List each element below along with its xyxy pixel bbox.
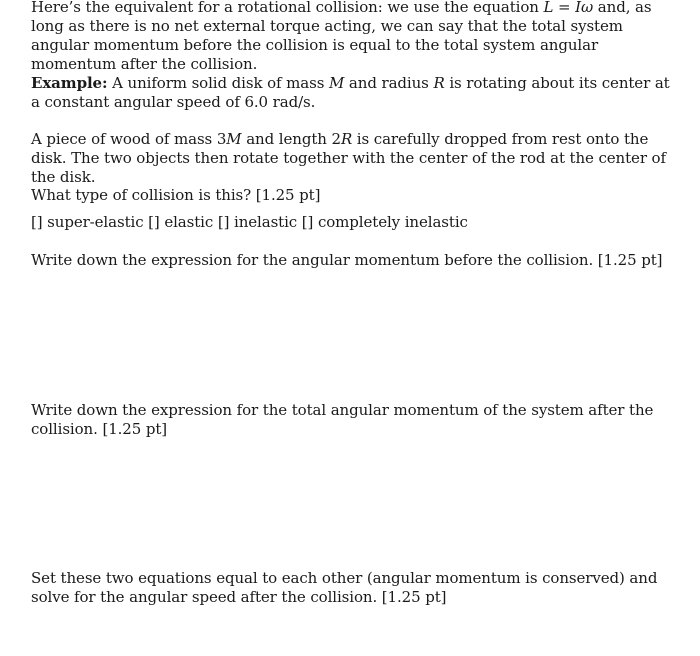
mass-variable: M	[329, 74, 345, 92]
angular-momentum-equation: L = Iω	[543, 0, 594, 16]
example-text-2: and radius	[344, 74, 434, 92]
intro-paragraph	[31, 0, 671, 74]
example-text-3: is rotating about its center at a constant angular speed of 6.0 rad/s.	[31, 74, 670, 111]
example-label: Example:	[31, 74, 108, 92]
radius-variable: R	[433, 74, 445, 92]
question-collision-type: What type of collision is this? [1.25 pt]	[31, 186, 321, 204]
wood-text-1: A piece of wood of mass 3	[31, 130, 227, 148]
collision-options: [] super-elastic [] elastic [] inelastic [] completely inelastic	[31, 213, 468, 231]
question-momentum-after: Write down the expression for the total angular momentum of the system after the collision. [1.25 pt]	[31, 401, 654, 438]
wood-length-variable: R	[340, 130, 353, 148]
wood-text-2: and length 2	[241, 130, 341, 148]
example-text-1: A uniform solid disk of mass	[107, 74, 329, 92]
intro-text-2: and, as long as there is no net external torque acting, we can say that the total system angular momentum before the collision is equal to the total system angular momentum after the collision.	[31, 0, 652, 73]
example-paragraph	[31, 74, 671, 112]
intro-text-1: Here’s the equivalent for a rotational collision: we use the equation	[31, 0, 544, 16]
wood-mass-variable: M	[226, 130, 242, 148]
question-solve-angular-speed: Set these two equations equal to each other (angular momentum is conserved) and solve for the angular speed after the collision. [1.25 pt]	[31, 569, 658, 606]
wood-paragraph	[31, 130, 671, 187]
wood-text-3: is carefully dropped from rest onto the disk. The two objects then rotate together with the center of the rod at the center of the disk.	[31, 130, 666, 186]
question-momentum-before: Write down the expression for the angular momentum before the collision. [1.25 pt]	[31, 251, 663, 269]
